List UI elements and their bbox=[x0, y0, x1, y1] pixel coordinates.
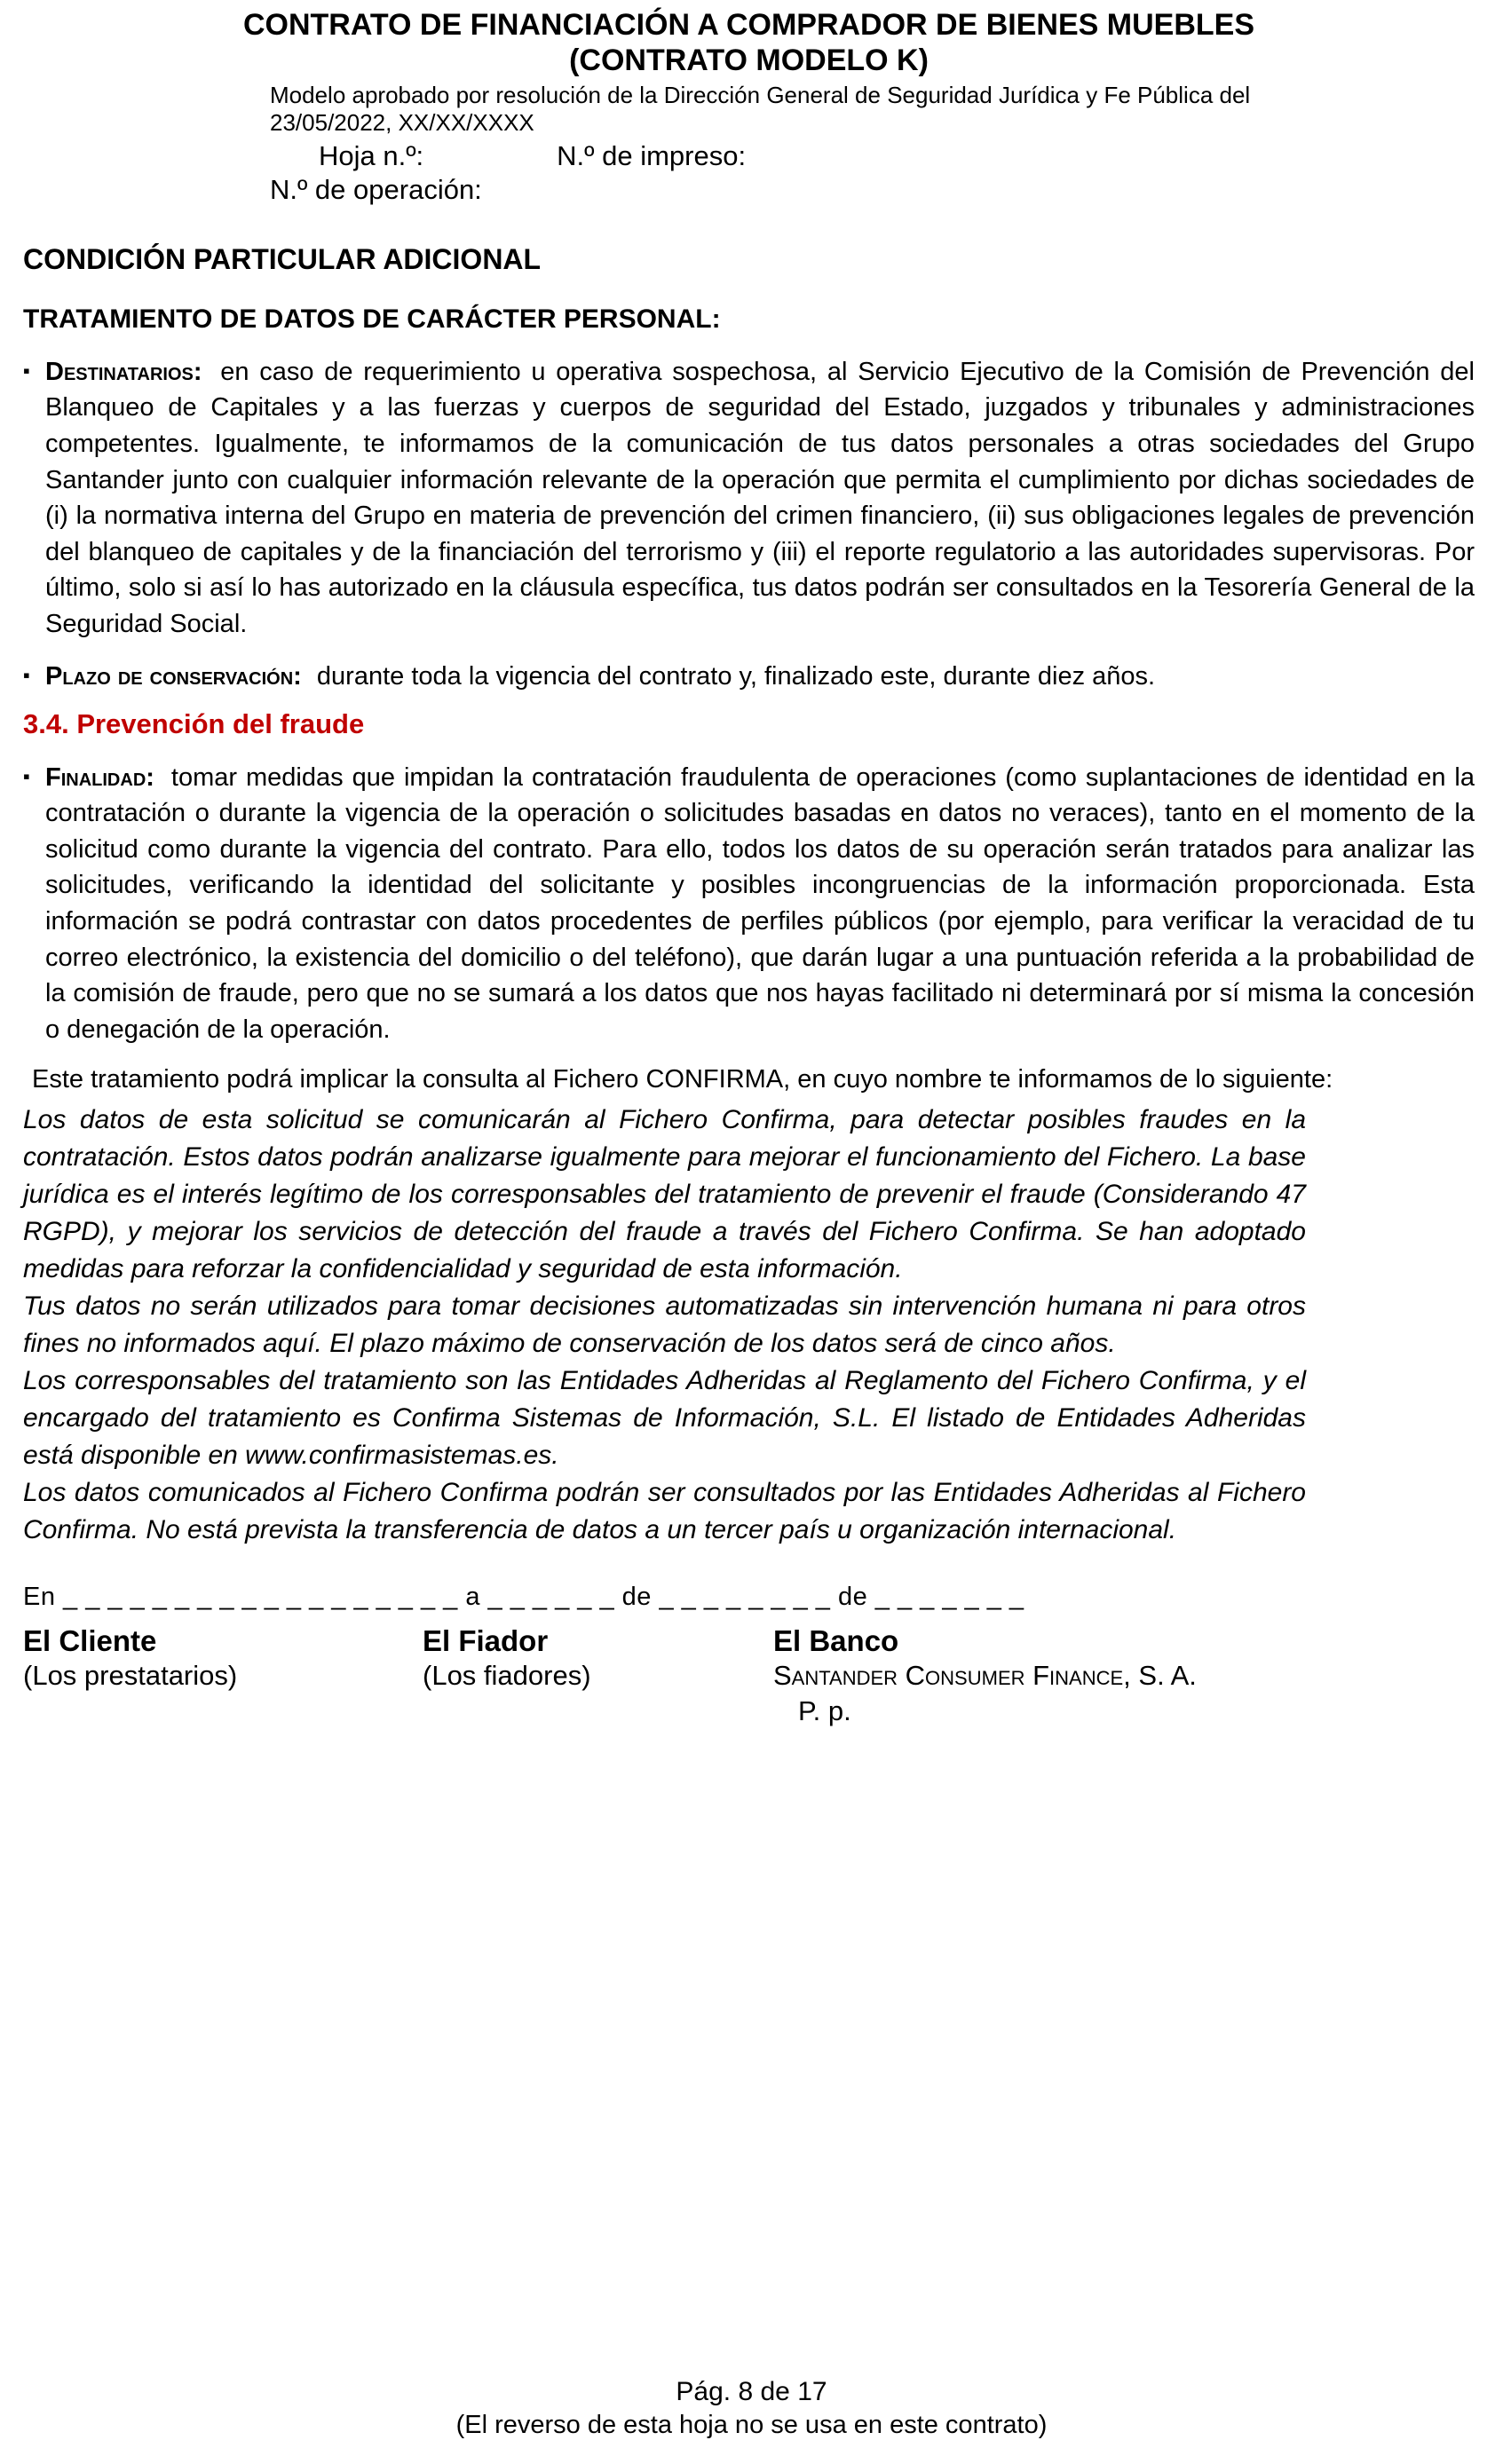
confirma-paragraph-2: Tus datos no serán utilizados para tomar decisiones automatizadas sin intervención humana ni para otros fines no informados aquí. El plazo máximo de conservación de los datos será de cinco años. bbox=[23, 1291, 1306, 1358]
contract-model-subtitle: (CONTRATO MODELO K) bbox=[569, 43, 929, 78]
destinatarios-paragraph bbox=[23, 354, 1475, 643]
bullet-square-icon: ▪ bbox=[23, 359, 30, 382]
client-title: El Cliente bbox=[23, 1623, 157, 1657]
confirma-paragraph-4: Los datos comunicados al Fichero Confirma podrán ser consultados por las Entidades Adheridas al Fichero Confirma. No está prevista la transferencia de datos a un tercer país u organización internacional. bbox=[23, 1477, 1306, 1544]
plazo-conservacion-text: durante toda la vigencia del contrato y, finalizado este, durante diez años. bbox=[316, 661, 1156, 691]
plazo-conservacion-paragraph bbox=[23, 659, 1475, 695]
finalidad-paragraph bbox=[23, 760, 1475, 1048]
signature-date-line: En _ _ _ _ _ _ _ _ _ _ _ _ _ _ _ _ _ _ a _ _ _ _ _ _ de _ _ _ _ _ _ _ _ de _ _ _ _ _ _ _ bbox=[23, 1582, 1024, 1611]
contract-title: CONTRATO DE FINANCIACIÓN A COMPRADOR DE BIENES MUEBLES bbox=[242, 8, 1255, 42]
confirma-paragraph-1: Los datos de esta solicitud se comunicarán al Fichero Confirma, para detectar posibles fraudes en la contratación. Estos datos podrán analizarse igualmente para mejorar el funcionamiento del Fichero. La base jurídica es el interés legítimo de los corresponsables del tratamiento de prevenir el fraude (Considerando 47 RGPD), y mejorar los servicios de detección del fraude a través del Fichero Confirma. Se han adoptado medidas para reforzar la confidencialidad y seguridad de esta información. bbox=[23, 1104, 1306, 1283]
sheet-number-label: Hoja n.º: bbox=[319, 139, 424, 171]
guarantor-title: El Fiador bbox=[423, 1623, 549, 1657]
operation-number-line bbox=[270, 173, 1475, 208]
data-treatment-title: TRATAMIENTO DE DATOS DE CARÁCTER PERSONAL: bbox=[23, 304, 721, 334]
finalidad-text: tomar medidas que impidan la contratación fraudulenta de operaciones (como suplantaciones de identidad en la contratación o durante la vigencia de la operación o solicitudes basadas en datos no veraces), tanto en el momento de la solicitud como durante la vigencia del contrato. Para ello, todos los datos de su operación serán tratados para analizar las solicitudes, verificando la identidad del solicitante y posibles incongruencias de la información proporcionada. Esta información se podrá contrastar con datos procedentes de perfiles públicos (por ejemplo, para verificar la veracidad de tu correo electrónico, la existencia del domicilio o del teléfono), que darán lugar a una puntuación referida a la probabilidad de la comisión de fraude, pero que no se sumará a los datos que nos hayas facilitado ni determinará por sí misma la concesión o denegación de la operación. bbox=[45, 762, 1475, 1044]
client-subtitle: (Los prestatarios) bbox=[23, 1659, 238, 1691]
signature-client-column bbox=[23, 1623, 423, 1729]
print-number-label: N.º de impreso: bbox=[557, 139, 747, 171]
plazo-conservacion-lead: Plazo de conservación: bbox=[45, 661, 302, 691]
signature-row bbox=[23, 1623, 1475, 1729]
contract-body bbox=[23, 240, 1475, 1729]
approval-line-2: 23/05/2022, XX/XX/XXXX bbox=[270, 109, 534, 137]
confirma-notice-block bbox=[23, 1102, 1306, 1549]
section-title: CONDICIÓN PARTICULAR ADICIONAL bbox=[23, 243, 542, 276]
bank-name: Santander Consumer Finance, S. A. bbox=[773, 1659, 1197, 1691]
destinatarios-lead: Destinatarios: bbox=[45, 357, 202, 386]
confirma-paragraph-3: Los corresponsables del tratamiento son las Entidades Adheridas al Reglamento del Fichero Confirma, y el encargado del tratamiento es Confirma Sistemas de Información, S.L. El listado de Entidades Adheridas está disponible en www.confirmasistemas.es. bbox=[23, 1365, 1306, 1470]
bullet-square-icon: ▪ bbox=[23, 764, 30, 787]
fraud-section-heading: 3.4. Prevención del fraude bbox=[23, 708, 365, 740]
operation-number-label: N.º de operación: bbox=[270, 174, 482, 206]
sheet-number-line bbox=[270, 139, 1475, 174]
guarantor-subtitle: (Los fiadores) bbox=[423, 1659, 591, 1691]
reverse-note: (El reverso de esta hoja no se usa en este contrato) bbox=[455, 2411, 1048, 2440]
page-indicator: Pág. 8 de 17 bbox=[676, 2377, 827, 2407]
approval-line-1: Modelo aprobado por resolución de la Dirección General de Seguridad Jurídica y Fe Pública del bbox=[270, 82, 1251, 109]
approval-block bbox=[270, 82, 1475, 208]
signature-bank-column bbox=[773, 1623, 1475, 1729]
page-footer bbox=[0, 2374, 1503, 2443]
page-header bbox=[23, 7, 1475, 208]
destinatarios-text: en caso de requerimiento u operativa sospechosa, al Servicio Ejecutivo de la Comisión de Prevención del Blanqueo de Capitales y a las fuerzas y cuerpos de seguridad del Estado, juzgados y tribunales y administraciones competentes. Igualmente, te informamos de la comunicación de tus datos personales a otras sociedades del Grupo Santander junto con cualquier información relevante de la operación que permita el cumplimiento por dichas sociedades de (i) la normativa interna del Grupo en materia de prevención del crimen financiero, (ii) sus obligaciones legales de prevención del blanqueo de capitales y de la financiación del terrorismo y (iii) el reporte regulatorio a las autoridades supervisoras. Por último, solo si así lo has autorizado en la cláusula específica, tus datos podrán ser consultados en la Tesorería General de la Seguridad Social. bbox=[45, 357, 1475, 639]
signature-guarantor-column bbox=[423, 1623, 773, 1729]
bank-title: El Banco bbox=[773, 1623, 899, 1657]
confirma-intro-paragraph: Este tratamiento podrá implicar la consulta al Fichero CONFIRMA, en cuyo nombre te informamos de lo siguiente: bbox=[32, 1065, 1333, 1094]
bullet-square-icon: ▪ bbox=[23, 663, 30, 686]
finalidad-lead: Finalidad: bbox=[45, 762, 154, 792]
bank-pp-label: P. p. bbox=[798, 1694, 851, 1726]
